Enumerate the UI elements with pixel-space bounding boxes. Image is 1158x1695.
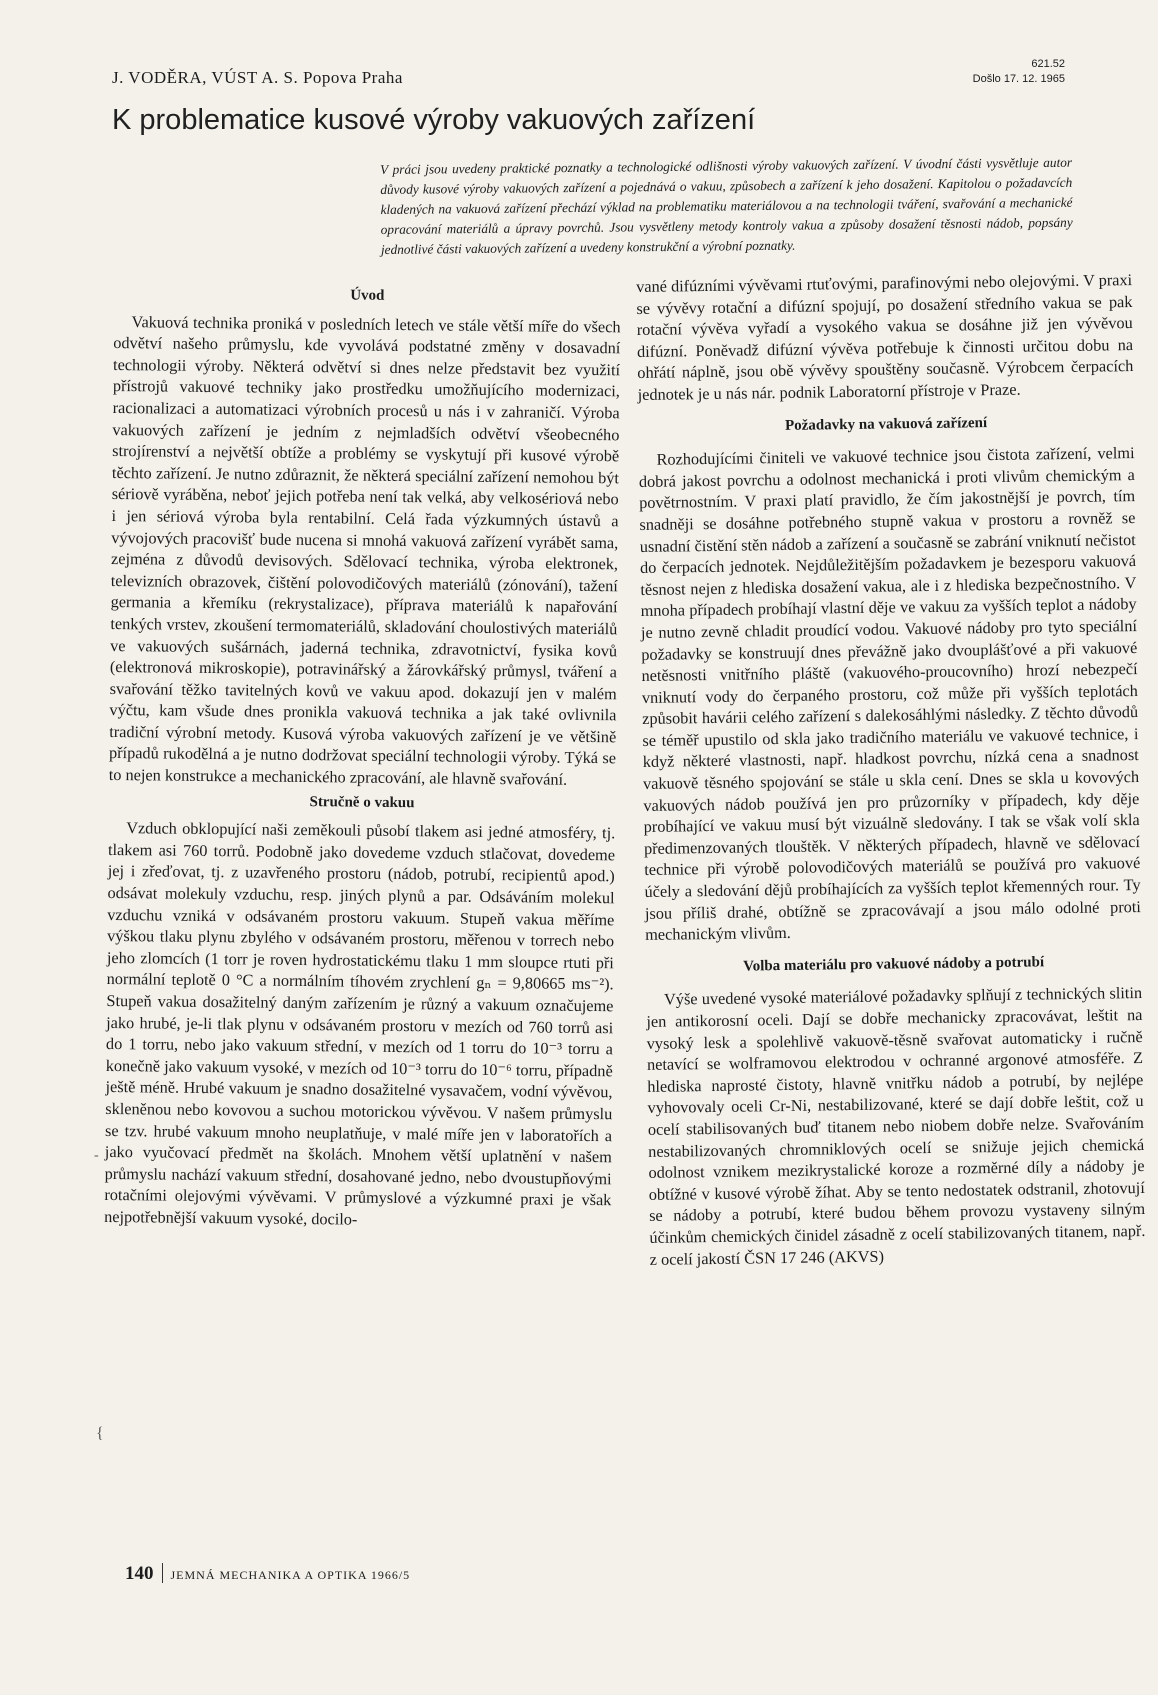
udc-block: [973, 57, 1065, 87]
udc-code: 621.52: [1031, 58, 1065, 70]
author-line: J. VODĚRA, VÚST A. S. Popova Praha: [112, 68, 403, 87]
heading-intro: Úvod: [350, 287, 385, 304]
page-number: 140: [125, 1563, 154, 1584]
heading-requirements: Požadavky na vakuová zařízení: [784, 414, 988, 434]
left-column: [104, 279, 621, 1233]
paragraph-intro: Vakuová technika proniká v posledních letech ve stále větší míře do všech odvětví našeho průmyslu, kde vyvolává podstatné změny v dosavadní technologii výroby. Některá odvětví si dnes nelze představit bez využití přístrojů vakuové techniky jako prostředku umožňujícího modernizaci, racionalizaci a automatizaci výrobních procesů u nás i v zahraničí. Výroba vakuových zařízení je jedním z nejmladších odvětví všeobecného strojírenství a největší obtíže a problémy se vyskytují při kusové výrobě těchto zařízení. Je nutno zdůraznit, že některá speciální zařízení nemohou být sériově vyráběna, neboť jejich potřeba není tak velká, aby velkosériová nebo i jen sériová výroba byla rentabilní. Celá řada výzkumných ústavů a vývojových pracovišť bude nucena si mnohá vakuová zařízení vyrábět sama, zejména z důvodů devisových. Sdělovací technika, výroba elektronek, televizních obrazovek, čištění polovodičových materiálů (zónování), tažení germania a křemíku (rekrystalizace), příprava materiálů k napařování tenkých vrstev, zkoušení termomateriálů, skladování choulostivých materiálů ve vakuových sušárnách, jaderná technika, zdravotnictví, fysika kovů (elektronová mikroskopie), potravinářský a žárovkářský průmysl, tváření a svařování těžko tavitelných kovů ve vakuu apod. dokazují jen v malém výčtu, kam všude dnes pronikla vakuová technika a jak také ovlivnila tradiční výrobní metody. Kusová výroba vakuových zařízení je ve většině případů rukodělná a je nutno dodržovat speciální technologii výroby. Týká se to nejen konstrukce a mechanického zpracování, ale hlavně svařování.: [108, 311, 621, 789]
margin-mark: {: [96, 1425, 104, 1442]
footer-divider: [162, 1563, 163, 1583]
paragraph-continued: vané difúzními vývěvami rtuťovými, parafinovými nebo olejovými. V praxi se vývěvy rotační a difúzní spojují, po dosažení středního vakua se pak rotační vývěva vyřadí a vysokého vakua se dosáhne již jen vývěvou difúzní. Poněvadž difúzní vývěva potřebuje k činnosti určitou dobu na ohřátí náplně, jsou obě vývěvy spouštěny současně. Výrobcem čerpacích jednotek je u nás nár. podnik Laboratorní přístroje v Praze.: [636, 270, 1134, 404]
paragraph-material: Výše uvedené vysoké materiálové požadavky splňují z technických slitin jen antikorosní oceli. Dají se dobře mechanicky zpracovávat, leštit na vysoký lesk a spolehlivě vakuově-těsně svařovat automaticky i ručně netavící se wolframovou elektrodou v ochranné argonové atmosféře. Z hlediska naprosté čistoty, hlavně vnitřku nádob a potrubí, by nejlépe vyhovovaly oceli Cr-Ni, nestabilizované, které se dají dobře leštit, což u ocelí stabilisovaných buď titanem nebo niobem dobře nelze. Svařováním nestabilizovaných chromniklových ocelí se snižuje jejich chemická odolnost vznikem mezikrystalické koroze a rozměrné díly a nádoby je obtížné v kusové výrobě žíhat. Aby se tento nedostatek odstranil, zhotovují se nádoby a potrubí, které budou během provozu vystaveny silným účinkům chemických činidel zásadně z ocelí stabilizovaných titanem, např. z ocelí jakostí ČSN 17 246 (AKVS): [646, 983, 1146, 1269]
journal-name: JEMNÁ MECHANIKA A OPTIKA 1966/5: [170, 1568, 411, 1582]
page-footer: [125, 1563, 410, 1585]
paragraph-requirements: Rozhodujícími činiteli ve vakuové technice jsou čistota zařízení, velmi dobrá jakost povrchu a odolnost mechanická i proti vlivům chemickým a povětrnostním. V praxi platí pravidlo, že čím jakostnější je povrch, tím snadněji se dosáhne potřebného stupně vakua v prostoru a rovněž se usnadní čistění stěn nádob a zařízení a současně se zabrání vniknutí nečistot do čerpacích jednotek. Nejdůležitějším požadavkem je bezesporu vakuová těsnost nejen z hlediska dosažení vakua, ale i z hlediska bezpečnostního. V mnoha případech probíhají vlastní děje ve vakuu za vyšších teplot a nádoby je nutno zevně chladit proudící vodou. Vakuové nádoby pro tyto speciální požadavky se konstruují dnes převážně jako dvouplášťové a při vakuové netěsnosti vnitřního pláště (vakuového-proucovního) hrozí nebezpečí vniknutí vody do čerpaného prostoru, což může při vyšších teplotách způsobit havárii celého zařízení s dalekosáhlými následky. Z těchto důvodů se téměř upustilo od skla jako tradičního materiálu ve vakuové technice, i když některé vlastnosti, např. hladkost povrchu, nízká cena a snadnost vakuově těsného spojování se stále u skla cení. Dnes se skla u kovových vakuových nádob používá jen pro průzorníky v případech, kdy děje probíhající ve vakuu musí být vizuálně sledovány. I tak se však volí skla předimenzovaných tlouštěk. V některých případech, hlavně ve sdělovací technice při výrobě polovodičových materiálů se používá pro vakuové účely a sledování dějů probíhajících za vyšších teplot křemenných rour. Ty jsou příliš drahé, obtížně se zpracovávají a jsou málo odolné proti mechanickým vlivům.: [638, 443, 1141, 945]
article-title: K problematice kusové výroby vakuových zařízení: [112, 104, 756, 136]
paragraph-vacuum: Vzduch obklopující naši zeměkouli působí tlakem asi jedné atmosféry, tj. tlakem asi 760 torrů. Podobně jako dovedeme vzduch stlačovat, dovedeme jej i zřeďovat, tj. z uzavřeného prostoru (nádob, potrubí, recipientů apod.) odsávat molekuly vzduchu, resp. jiných plynů a par. Odsáváním molekul vzduchu vzniká v odsávaném prostoru vakuum. Stupeň vakua měříme výškou tlaku plynu zbylého v odsávaném prostoru, měřenou v torrech nebo jeho zlomcích (1 torr je roven hydrostatickému tlaku 1 mm sloupce rtuti při normální teplotě 0 °C a normálním tíhovém zrychlení gₙ = 9,80665 ms⁻²). Stupeň vakua dosažitelný daným zařízením je různý a vakuum označujeme jako hrubé, je-li tlak plynu v odsávaném prostoru v mezích od 760 torrů asi do 1 torru, nebo jako vakuum střední, v mezích od 1 torru do 10⁻³ torru a konečně jako vakuum vysoké, v mezích od 10⁻³ torru do 10⁻⁶ torru, případně ještě méně. Hrubé vakuum je snadno dosažitelné vysavačem, vodní vývěvou, skleněnou nebo kovovou a suchou motorickou vývěvou. V našem průmyslu se tzv. hrubé vakuum mnoho neuplatňuje, v malé míře jen v laboratořích a jako vyučovací předmět na školách. Mnohem větší uplatnění v našem průmyslu nachází vakuum střední, dosahované jedno, nebo dvoustupňovými rotačními olejovými vývěvami. V průmyslové a výzkumné praxi je však nejpotřebnější vakuum vysoké, docilo-: [104, 818, 616, 1229]
abstract: V práci jsou uvedeny praktické poznatky a technologické odlišnosti výroby vakuových zařízení. V úvodní části vysvětluje autor důvody kusové výroby vakuových zařízení a pojednává o vakuu, způsobech a zařízení k jeho dosažení. Kapitolou o požadavcích kladených na vakuová zařízení přechází výklad na problematiku materiálovou a na technologii tváření, svařování a mechanické opracování materiálů a úpravy povrchů. Jsou vysvětleny metody kontroly vakua a způsoby dosažení těsnosti nádob, popsány jednotlivé části vakuových zařízení a uvedeny konstrukční a výrobní poznatky.: [380, 154, 1073, 257]
received-date: Došlo 17. 12. 1965: [972, 73, 1065, 85]
heading-material: Volba materiálu pro vakuové nádoby a potrubí: [743, 954, 1045, 975]
heading-vacuum: Stručně o vakuu: [309, 793, 415, 811]
right-column: [636, 269, 1146, 1270]
margin-mark: -: [94, 1148, 99, 1163]
